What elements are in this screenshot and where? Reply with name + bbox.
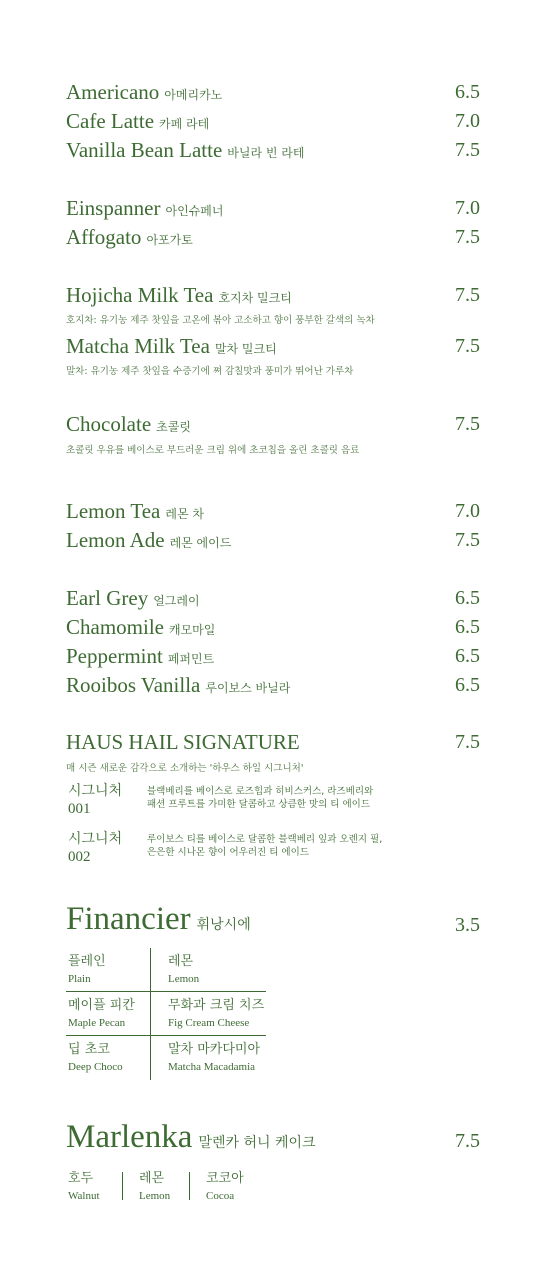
menu-item-cafe-latte xyxy=(66,108,209,137)
item-korean-name: 레몬 차 xyxy=(165,507,204,521)
flavor-korean: 딥 초코 xyxy=(68,1042,110,1057)
item-korean-name: 아메리카노 xyxy=(164,88,223,102)
item-name: Chocolate xyxy=(66,412,152,436)
flavor-korean: 메이플 피칸 xyxy=(68,998,135,1013)
menu-item-chamomile xyxy=(66,614,215,643)
item-korean-name: 페퍼민트 xyxy=(167,652,215,666)
item-price: 7.5 xyxy=(455,139,480,161)
item-korean-name: 바닐라 빈 라테 xyxy=(227,146,305,160)
item-korean-name: 레몬 에이드 xyxy=(169,536,232,550)
menu-item-einspanner xyxy=(66,195,223,224)
menu-item-peppermint xyxy=(66,643,214,672)
description-line: 블랙베리를 베이스로 로즈힙과 히비스커스, 라즈베리와 xyxy=(147,786,374,797)
item-price: 6.5 xyxy=(455,587,480,609)
item-price: 6.5 xyxy=(455,616,480,638)
menu-item-chocolate xyxy=(66,411,191,440)
signature-number: 002 xyxy=(68,849,91,865)
description-line: 은은한 시나몬 향이 어우러진 티 에이드 xyxy=(147,847,309,858)
flavor-english: Maple Pecan xyxy=(68,1017,126,1029)
flavor-english: Deep Choco xyxy=(68,1061,123,1073)
flavor-english: Matcha Macadamia xyxy=(168,1061,256,1073)
menu-item-matcha-milk-tea xyxy=(66,333,277,362)
flavor-korean: 플레인 xyxy=(68,954,106,969)
menu-item-lemon-ade xyxy=(66,527,231,556)
item-price: 7.5 xyxy=(455,284,480,306)
item-price: 7.5 xyxy=(455,226,480,248)
section-korean-title: 휘낭시에 xyxy=(196,917,251,933)
grid-divider xyxy=(150,948,151,1080)
item-korean-name: 카페 라테 xyxy=(159,117,210,131)
item-korean-name: 얼그레이 xyxy=(153,594,200,608)
flavor-korean: 레몬 xyxy=(139,1171,165,1186)
description-line: 패션 프루트를 가미한 달콤하고 상큼한 맛의 티 에이드 xyxy=(147,799,371,810)
item-price: 6.5 xyxy=(455,81,480,103)
item-name: Lemon Tea xyxy=(66,499,161,523)
description-line: 루이보스 티를 베이스로 달콤한 블랙베리 잎과 오렌지 필, xyxy=(147,834,383,845)
item-description: 말차: 유기농 제주 찻잎을 수증기에 쪄 감칠맛과 풍미가 뛰어난 가루차 xyxy=(66,366,354,377)
signature-item-description xyxy=(147,785,447,811)
flavor-korean: 호두 xyxy=(68,1171,94,1186)
marlenka-title xyxy=(66,1118,316,1162)
grid-divider xyxy=(66,991,266,992)
menu-item-americano xyxy=(66,79,222,108)
menu-item-affogato xyxy=(66,224,193,253)
item-korean-name: 아인슈페너 xyxy=(165,204,224,218)
item-korean-name: 캐모마일 xyxy=(169,623,216,637)
flavor-korean: 말차 마카다미아 xyxy=(168,1042,261,1057)
menu-item-vanilla-bean-latte xyxy=(66,137,304,166)
item-korean-name: 아포가토 xyxy=(146,233,193,247)
flavor-english: Fig Cream Cheese xyxy=(168,1017,250,1029)
flavor-korean: 코코아 xyxy=(206,1171,244,1186)
flavor-english: Lemon xyxy=(139,1190,171,1202)
signature-title: HAUS HAIL SIGNATURE xyxy=(66,730,300,754)
signature-number: 001 xyxy=(68,801,91,817)
flavor-korean: 레몬 xyxy=(168,954,194,969)
item-korean-name: 말차 밀크티 xyxy=(214,342,277,356)
menu-item-rooibos-vanilla xyxy=(66,672,290,701)
item-korean-name: 루이보스 바닐라 xyxy=(205,681,291,695)
menu-item-lemon-tea xyxy=(66,498,204,527)
signature-label: 시그니처 xyxy=(68,783,123,799)
item-price: 7.0 xyxy=(455,500,480,522)
flavor-english: Lemon xyxy=(168,973,200,985)
item-name: Rooibos Vanilla xyxy=(66,673,201,697)
item-price: 7.0 xyxy=(455,110,480,132)
menu-item-hojicha-milk-tea xyxy=(66,282,292,311)
flavor-divider xyxy=(189,1172,190,1200)
section-korean-title: 말렌카 허니 케이크 xyxy=(198,1135,316,1151)
signature-price: 7.5 xyxy=(455,731,480,753)
section-title: Marlenka xyxy=(66,1119,193,1155)
item-price: 7.5 xyxy=(455,335,480,357)
signature-label: 시그니처 xyxy=(68,831,123,847)
item-name: Einspanner xyxy=(66,196,161,220)
item-description: 초콜릿 우유를 베이스로 부드러운 크림 위에 초코칩을 올린 초콜릿 음료 xyxy=(66,445,360,456)
item-name: Chamomile xyxy=(66,615,164,639)
item-name: Lemon Ade xyxy=(66,528,165,552)
item-name: Americano xyxy=(66,80,160,104)
item-price: 6.5 xyxy=(455,674,480,696)
item-name: Affogato xyxy=(66,225,142,249)
menu-item-earl-grey xyxy=(66,585,200,614)
item-price: 6.5 xyxy=(455,645,480,667)
flavor-english: Walnut xyxy=(68,1190,100,1202)
marlenka-price: 7.5 xyxy=(455,1130,480,1152)
item-korean-name: 호지차 밀크티 xyxy=(218,291,292,305)
flavor-english: Plain xyxy=(68,973,91,985)
item-name: Peppermint xyxy=(66,644,163,668)
item-name: Cafe Latte xyxy=(66,109,155,133)
signature-description: 매 시즌 새로운 감각으로 소개하는 '하우스 하일 시그니처' xyxy=(66,763,304,774)
flavor-korean: 무화과 크림 치즈 xyxy=(168,998,265,1013)
grid-divider xyxy=(66,1035,266,1036)
item-price: 7.5 xyxy=(455,413,480,435)
item-price: 7.0 xyxy=(455,197,480,219)
financier-title xyxy=(66,900,251,944)
item-name: Hojicha Milk Tea xyxy=(66,283,214,307)
item-price: 7.5 xyxy=(455,529,480,551)
flavor-english: Cocoa xyxy=(206,1190,235,1202)
financier-price: 3.5 xyxy=(455,914,480,936)
item-name: Earl Grey xyxy=(66,586,149,610)
item-description: 호지차: 유기농 제주 찻잎을 고온에 볶아 고소하고 향이 풍부한 갈색의 녹차 xyxy=(66,315,375,326)
item-name: Vanilla Bean Latte xyxy=(66,138,223,162)
signature-item-description xyxy=(147,833,447,859)
flavor-divider xyxy=(122,1172,123,1200)
section-title: Financier xyxy=(66,901,191,937)
item-korean-name: 초콜릿 xyxy=(156,420,191,434)
item-name: Matcha Milk Tea xyxy=(66,334,210,358)
